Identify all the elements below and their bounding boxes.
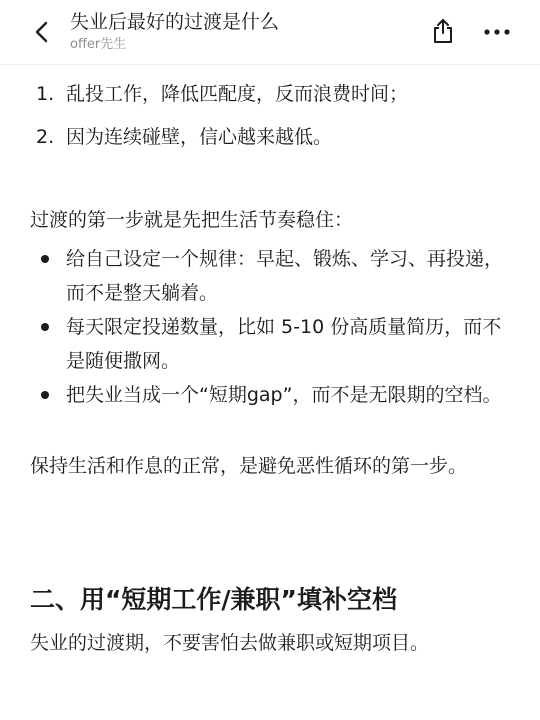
article-body (0, 64, 540, 720)
summary-paragraph: 保持生活和作息的正常，是避免恶性循环的第一步。 (30, 455, 468, 477)
title-block (70, 10, 400, 54)
author-name[interactable]: offer先生 (70, 37, 127, 52)
list-text: 乱投工作，降低匹配度，反而浪费时间； (66, 83, 409, 105)
list-item (38, 378, 508, 412)
top-bar (0, 0, 540, 65)
intro-paragraph: 过渡的第一步就是先把生活节奏稳住： (30, 209, 354, 231)
share-button[interactable] (428, 16, 458, 46)
share-icon (431, 18, 455, 44)
list-item (36, 124, 516, 151)
list-number: 2. (36, 126, 55, 148)
list-item (38, 242, 508, 310)
page-title: 失业后最好的过渡是什么 (70, 11, 280, 33)
bullet-dot (38, 242, 66, 310)
section-heading: 二、用“短期工作/兼职”填补空档 (30, 585, 397, 614)
list-text: 给自己设定一个规律：早起、锻炼、学习、再投递，而不是整天躺着。 (66, 248, 504, 304)
list-item (36, 81, 516, 108)
chevron-left-icon (34, 20, 50, 44)
bullet-dot (38, 378, 66, 412)
list-item (38, 310, 508, 378)
list-text: 每天限定投递数量，比如 5-10 份高质量简历，而不是随便撒网。 (66, 316, 502, 372)
list-text: 因为连续碰壁，信心越来越低。 (66, 126, 333, 148)
bullet-list (38, 242, 508, 412)
numbered-list (36, 81, 516, 167)
more-options-button[interactable] (480, 18, 514, 46)
list-number: 1. (36, 83, 55, 105)
more-dots-icon (483, 28, 511, 36)
section-paragraph: 失业的过渡期，不要害怕去做兼职或短期项目。 (30, 632, 430, 654)
list-text: 把失业当成一个“短期gap”，而不是无限期的空档。 (66, 384, 502, 406)
bullet-dot (38, 310, 66, 378)
back-button[interactable] (28, 18, 56, 46)
